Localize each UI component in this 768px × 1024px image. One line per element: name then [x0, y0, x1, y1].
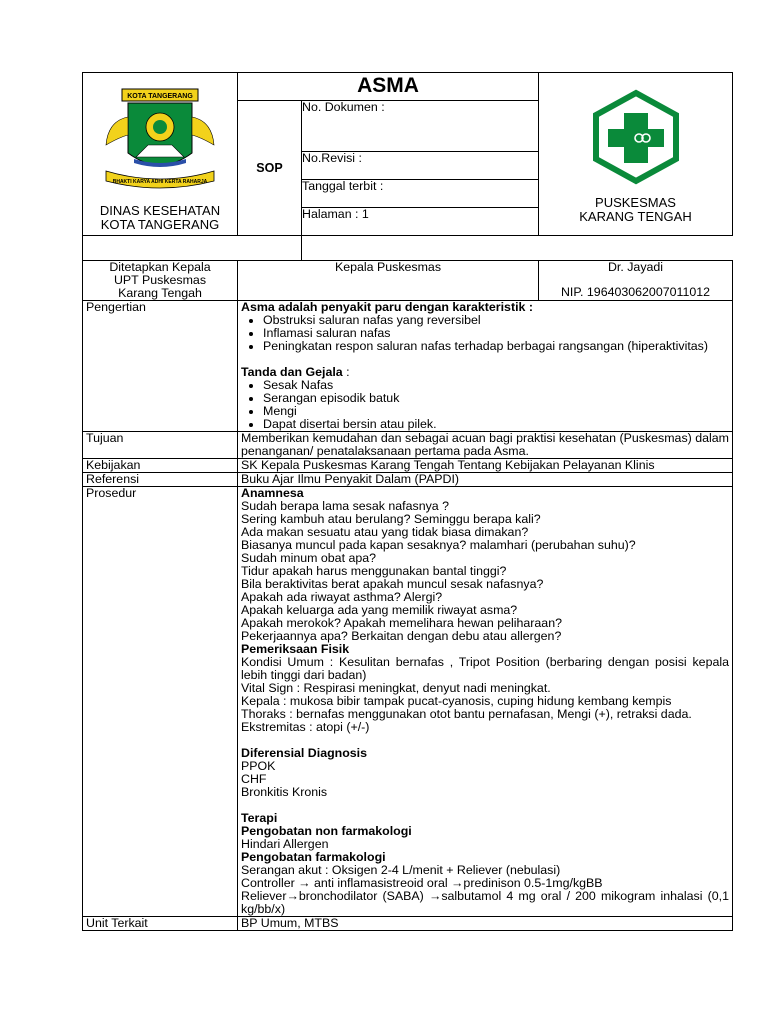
tujuan-text: Memberikan kemudahan dan sebagai acuan bagi praktisi kesehatan (Puskesmas) dalam penanganan/ penatalaksanaan pertama pada Asma. — [238, 432, 733, 459]
prosedur-label: Prosedur — [83, 487, 238, 917]
anamnesa-line: Tidur apakah harus menggunakan bantal tinggi? — [241, 564, 507, 578]
tanda-gejala-title: Tanda dan Gejala — [241, 365, 343, 379]
left-logo-cell — [83, 73, 238, 236]
signature-right-nip: NIP. 196403062007011012 — [560, 285, 711, 299]
pemeriksaan-line: Ekstremitas : atopi (+/-) — [241, 720, 370, 734]
signature-left-line2: UPT Puskesmas — [113, 273, 207, 287]
diferensial-item: PPOK — [241, 759, 276, 773]
meta-tanggal-terbit: Tanggal terbit : — [302, 180, 539, 208]
header-spacer — [83, 236, 302, 261]
diferensial-item: Bronkitis Kronis — [241, 785, 328, 799]
sop-document — [82, 72, 732, 931]
kebijakan-text: SK Kepala Puskesmas Karang Tengah Tentang Kebijakan Pelayanan Klinis — [238, 459, 733, 473]
anamnesa-line: Pekerjaannya apa? Berkaitan dengan debu atau allergen? — [241, 629, 562, 643]
non-farmakologi-heading: Pengobatan non farmakologi — [241, 824, 412, 838]
referensi-text: Buku Ajar Ilmu Penyakit Dalam (PAPDI) — [238, 473, 733, 487]
anamnesa-heading: Anamnesa — [241, 486, 304, 500]
emblem-banner-text: KOTA TANGERANG — [127, 93, 193, 100]
right-logo-cell — [539, 73, 733, 236]
anamnesa-line: Apakah merokok? Apakah memelihara hewan peliharaan? — [241, 616, 562, 630]
left-org-line2: KOTA TANGERANG — [100, 217, 220, 232]
pengertian-list — [241, 314, 729, 353]
pemeriksaan-line: Kepala : mukosa bibir tampak pucat-cyanosis, cuping hidung kembang kempis — [241, 694, 672, 708]
kota-tangerang-emblem — [100, 87, 220, 195]
anamnesa-line: Biasanya muncul pada kapan sesaknya? malamhari (perubahan suhu)? — [241, 538, 636, 552]
anamnesa-line: Sudah minum obat apa? — [241, 551, 377, 565]
left-org-name — [83, 204, 237, 232]
right-org-line1: PUSKESMAS — [595, 195, 676, 210]
meta-revisi: No.Revisi : — [302, 152, 539, 180]
prosedur-content — [238, 487, 733, 917]
signature-middle: Kepala Puskesmas — [238, 261, 539, 301]
anamnesa-line: Apakah keluarga ada yang memilik riwayat asma? — [241, 603, 518, 617]
pemeriksaan-line: Kondisi Umum : Kesulitan bernafas , Tripot Position (berbaring dengan posisi kepala lebih tinggi dari badan) — [241, 655, 729, 682]
pengertian-item: • Obstruksi saluran nafas yang reversibel — [263, 314, 729, 327]
right-org-line2: KARANG TENGAH — [579, 209, 692, 224]
diferensial-heading: Diferensial Diagnosis — [241, 746, 368, 760]
pemeriksaan-heading: Pemeriksaan Fisik — [241, 642, 350, 656]
document-title: ASMA — [238, 73, 539, 101]
farmakologi-line: Reliever→bronchodilator (SABA) →salbutamol 4 mg oral / 200 mikogram inhalasi (0,1 kg/bb/x) — [241, 889, 729, 916]
farmakologi-line: Serangan akut : Oksigen 2-4 L/menit + Reliever (nebulasi) — [241, 863, 561, 877]
tujuan-label: Tujuan — [83, 432, 238, 459]
sop-label: SOP — [238, 101, 302, 236]
referensi-label: Referensi — [83, 473, 238, 487]
pengertian-item: • Inflamasi saluran nafas — [263, 327, 729, 340]
tanda-gejala-item: • Serangan episodik batuk — [263, 392, 729, 405]
puskesmas-logo — [588, 89, 684, 185]
signature-right — [539, 261, 733, 301]
tanda-gejala-item: • Mengi — [263, 405, 729, 418]
signature-left-line3: Karang Tengah — [118, 286, 202, 300]
left-org-line1: DINAS KESEHATAN — [99, 203, 221, 218]
tanda-gejala-list — [241, 379, 729, 431]
anamnesa-line: Sudah berapa lama sesak nafasnya ? — [241, 499, 450, 513]
pemeriksaan-line: Vital Sign : Respirasi meningkat, denyut nadi meningkat. — [241, 681, 551, 695]
terapi-heading: Terapi — [241, 811, 278, 825]
signature-left — [83, 261, 238, 301]
pengertian-label: Pengertian — [83, 301, 238, 432]
right-org-name — [539, 196, 732, 224]
farmakologi-heading: Pengobatan farmakologi — [241, 850, 386, 864]
sop-table — [82, 72, 733, 931]
meta-halaman: Halaman : 1 — [302, 208, 539, 236]
pemeriksaan-line: Thoraks : bernafas menggunakan otot bantu pernafasan, Mengi (+), retraksi dada. — [241, 707, 692, 721]
signature-left-line1: Ditetapkan Kepala — [109, 260, 211, 274]
tanda-gejala-colon: : — [342, 365, 350, 379]
unit-terkait-text: BP Umum, MTBS — [238, 917, 733, 931]
tanda-gejala-item: • Sesak Nafas — [263, 379, 729, 392]
pengertian-item: • Peningkatan respon saluran nafas terhadap berbagai rangsangan (hiperaktivitas) — [263, 340, 729, 353]
non-farmakologi-text: Hindari Allergen — [241, 837, 329, 851]
tanda-gejala-item: • Dapat disertai bersin atau pilek. — [263, 418, 729, 431]
emblem-motto-text: BHAKTI KARYA ADHI KERTA RAHARJA — [112, 179, 208, 185]
farmakologi-line: Controller → anti inflamasistreoid oral →predinison 0.5-1mg/kgBB — [241, 876, 603, 890]
pengertian-heading: Asma adalah penyakit paru dengan karakteristik : — [241, 300, 533, 314]
kebijakan-label: Kebijakan — [83, 459, 238, 473]
anamnesa-line: Apakah ada riwayat asthma? Alergi? — [241, 590, 443, 604]
anamnesa-line: Ada makan sesuatu atau yang tidak biasa dimakan? — [241, 525, 529, 539]
unit-terkait-label: Unit Terkait — [83, 917, 238, 931]
anamnesa-line: Bila beraktivitas berat apakah muncul sesak nafasnya? — [241, 577, 544, 591]
signature-right-name: Dr. Jayadi — [607, 260, 664, 274]
diferensial-item: CHF — [241, 772, 267, 786]
anamnesa-line: Sering kambuh atau berulang? Seminggu berapa kali? — [241, 512, 541, 526]
pengertian-content — [238, 301, 733, 432]
meta-dokumen: No. Dokumen : — [302, 101, 539, 152]
